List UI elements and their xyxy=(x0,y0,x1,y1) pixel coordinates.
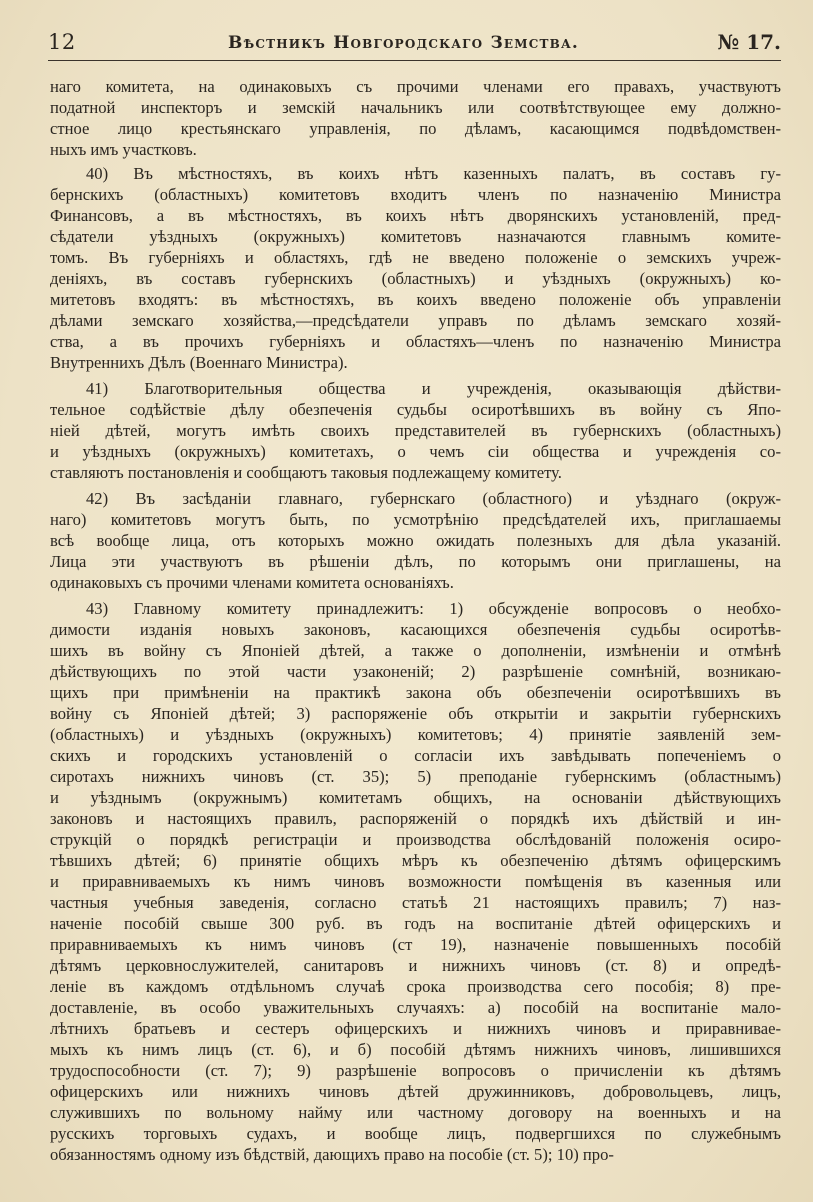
text-line: димости изданія новыхъ законовъ, касающихся обезпеченія судьбы осиротѣв- xyxy=(50,620,781,639)
paragraph xyxy=(50,598,781,1165)
page-number: 12 xyxy=(48,30,76,54)
text-line: щихъ при примѣненіи на практикѣ закона объ обезпеченіи осиротѣвшихъ въ xyxy=(50,683,781,702)
text-line: струкцій о порядкѣ регистраціи и производства обслѣдованій положенія осиро- xyxy=(50,830,781,849)
page-body xyxy=(50,76,781,1170)
text-line: (областныхъ) и уѣздныхъ (окружныхъ) комитетовъ; 4) принятіе заявленій зем- xyxy=(50,725,781,744)
text-line: шихъ въ войну съ Японіей дѣтей, а также о дополненіи, измѣненіи и отмѣнѣ xyxy=(50,641,781,660)
text-line: и уѣздныхъ (окружныхъ) комитетахъ, о чемъ сіи общества и учрежденія со- xyxy=(50,442,781,461)
paragraph xyxy=(50,488,781,593)
text-line: наченіе пособій свыше 300 руб. въ годъ на воспитаніе дѣтей офицерскихъ и xyxy=(50,914,781,933)
text-line: мыхъ къ нимъ лицъ (ст. 6), и б) пособій дѣтямъ нижнихъ чиновъ, лишившихся xyxy=(50,1040,781,1059)
text-line: митетовъ входятъ: въ мѣстностяхъ, въ коихъ введено положеніе объ управленіи xyxy=(50,290,781,309)
text-line: 40) Въ мѣстностяхъ, въ коихъ нѣтъ казенныхъ палатъ, въ составъ гу- xyxy=(86,164,781,183)
text-line: и уѣзднымъ (окружнымъ) комитетамъ общихъ, на основаніи дѣйствующихъ xyxy=(50,788,781,807)
text-line: Внутреннихъ Дѣлъ (Военнаго Министра). xyxy=(50,353,348,372)
text-line: тельное содѣйствіе дѣлу обезпеченія судьбы осиротѣвшихъ въ войну съ Япо- xyxy=(50,400,781,419)
text-line: дѣлами земскаго хозяйства,—предсѣдатели управъ по дѣламъ земскаго хозяй- xyxy=(50,311,781,330)
text-line: Лица эти участвуютъ въ рѣшеніи дѣлъ, по которымъ они приглашены, на xyxy=(50,552,781,571)
text-line: 43) Главному комитету принадлежитъ: 1) обсужденіе вопросовъ о необхо- xyxy=(86,599,781,618)
text-line: наго комитета, на одинаковыхъ съ прочими членами его правахъ, участвуютъ xyxy=(50,77,781,96)
paragraph xyxy=(50,76,781,160)
text-line: ства, а въ прочихъ губерніяхъ и областяхъ—членъ по назначенію Министра xyxy=(50,332,781,351)
text-line: доставленіе, въ особо уважительныхъ случаяхъ: а) пособій на воспитаніе мало- xyxy=(50,998,781,1017)
text-line: ныхъ имъ участковъ. xyxy=(50,140,197,159)
text-line: ніей дѣтей, могутъ имѣть своихъ представителей въ губернскихъ (областныхъ) xyxy=(50,421,781,440)
text-line: стное лицо крестьянскаго управленія, по дѣламъ, касающимся подвѣдомствен- xyxy=(50,119,781,138)
text-line: трудоспособности (ст. 7); 9) разрѣшеніе вопросовъ о причисленіи къ дѣтямъ xyxy=(50,1061,781,1080)
issue-number: № 17. xyxy=(717,30,781,54)
text-line: обязанностямъ одному изъ бѣдствій, дающихъ право на пособіе (ст. 5); 10) про- xyxy=(50,1145,614,1164)
text-line: сѣдатели уѣздныхъ (окружныхъ) комитетовъ назначаются главнымъ комите- xyxy=(50,227,781,246)
text-line: сиротахъ нижнихъ чиновъ (ст. 35); 5) преподаніе губернскимъ (областнымъ) xyxy=(50,767,781,786)
text-line: деніяхъ, въ составъ губернскихъ (областныхъ) и уѣздныхъ (окружныхъ) ко- xyxy=(50,269,781,288)
journal-title: Вѣстникъ Новгородскаго Земства. xyxy=(228,33,580,53)
text-line: дѣтямъ церковнослужителей, санитаровъ и нижнихъ чиновъ (ст. 8) и опредѣ- xyxy=(50,956,781,975)
text-line: леніе въ каждомъ отдѣльномъ случаѣ срока производства сего пособія; 8) пре- xyxy=(50,977,781,996)
text-line: одинаковыхъ съ прочими членами комитета основаніяхъ. xyxy=(50,573,454,592)
text-line: офицерскихъ или нижнихъ чиновъ дѣтей дружинниковъ, добровольцевъ, лицъ, xyxy=(50,1082,781,1101)
paragraph xyxy=(50,163,781,373)
text-line: скихъ и городскихъ установленій о согласіи ихъ завѣдывать попеченіемъ о xyxy=(50,746,781,765)
text-line: 42) Въ засѣданіи главнаго, губернскаго (областного) и уѣзднаго (окруж- xyxy=(86,489,781,508)
text-line: законовъ и настоящихъ правилъ, распоряженій о порядкѣ ихъ дѣйствій и ин- xyxy=(50,809,781,828)
text-line: томъ. Въ губерніяхъ и областяхъ, гдѣ не введено положеніе о земскихъ учреж- xyxy=(50,248,781,267)
text-line: приравниваемыхъ къ нимъ чиновъ (ст 19), назначеніе повышенныхъ пособій xyxy=(50,935,781,954)
text-line: тѣвшихъ дѣтей; 6) принятіе общихъ мѣръ къ обезпеченію дѣтямъ офицерскимъ xyxy=(50,851,781,870)
text-line: бернскихъ (областныхъ) комитетовъ входитъ членъ по назначенію Министра xyxy=(50,185,781,204)
text-line: частныя учебныя заведенія, согласно статьѣ 21 настоящихъ правилъ; 7) наз- xyxy=(50,893,781,912)
text-line: 41) Благотворительныя общества и учрежденія, оказывающія дѣйстви- xyxy=(86,379,781,398)
text-line: податной инспекторъ и земскій начальникъ или соотвѣтствующее ему должно- xyxy=(50,98,781,117)
paragraph xyxy=(50,378,781,483)
running-header xyxy=(48,26,781,61)
text-line: войну съ Японіей дѣтей; 3) распоряженіе объ открытіи и закрытіи губернскихъ xyxy=(50,704,781,723)
text-line: служившихъ по вольному найму или частному договору на военныхъ и на xyxy=(50,1103,781,1122)
text-line: наго) комитетовъ могутъ быть, по усмотрѣнію предсѣдателей ихъ, приглашаемы xyxy=(50,510,781,529)
text-line: всѣ вообще лица, отъ которыхъ можно ожидать полезныхъ для дѣла указаній. xyxy=(50,531,781,550)
text-line: лѣтнихъ братьевъ и сестеръ офицерскихъ и нижнихъ чиновъ и приравнивае- xyxy=(50,1019,781,1038)
text-line: и приравниваемыхъ къ нимъ чиновъ возможности помѣщенія въ казенныя или xyxy=(50,872,781,891)
text-line: дѣйствующихъ по этой части узаконеній; 2) разрѣшеніе сомнѣній, возникаю- xyxy=(50,662,781,681)
text-line: Финансовъ, а въ мѣстностяхъ, въ коихъ нѣтъ дворянскихъ установленій, пред- xyxy=(50,206,781,225)
text-line: ставляютъ постановленія и сообщаютъ таковыя подлежащему комитету. xyxy=(50,463,562,482)
text-line: русскихъ торговыхъ судахъ, и вообще лицъ, подвергшихся по служебнымъ xyxy=(50,1124,781,1143)
